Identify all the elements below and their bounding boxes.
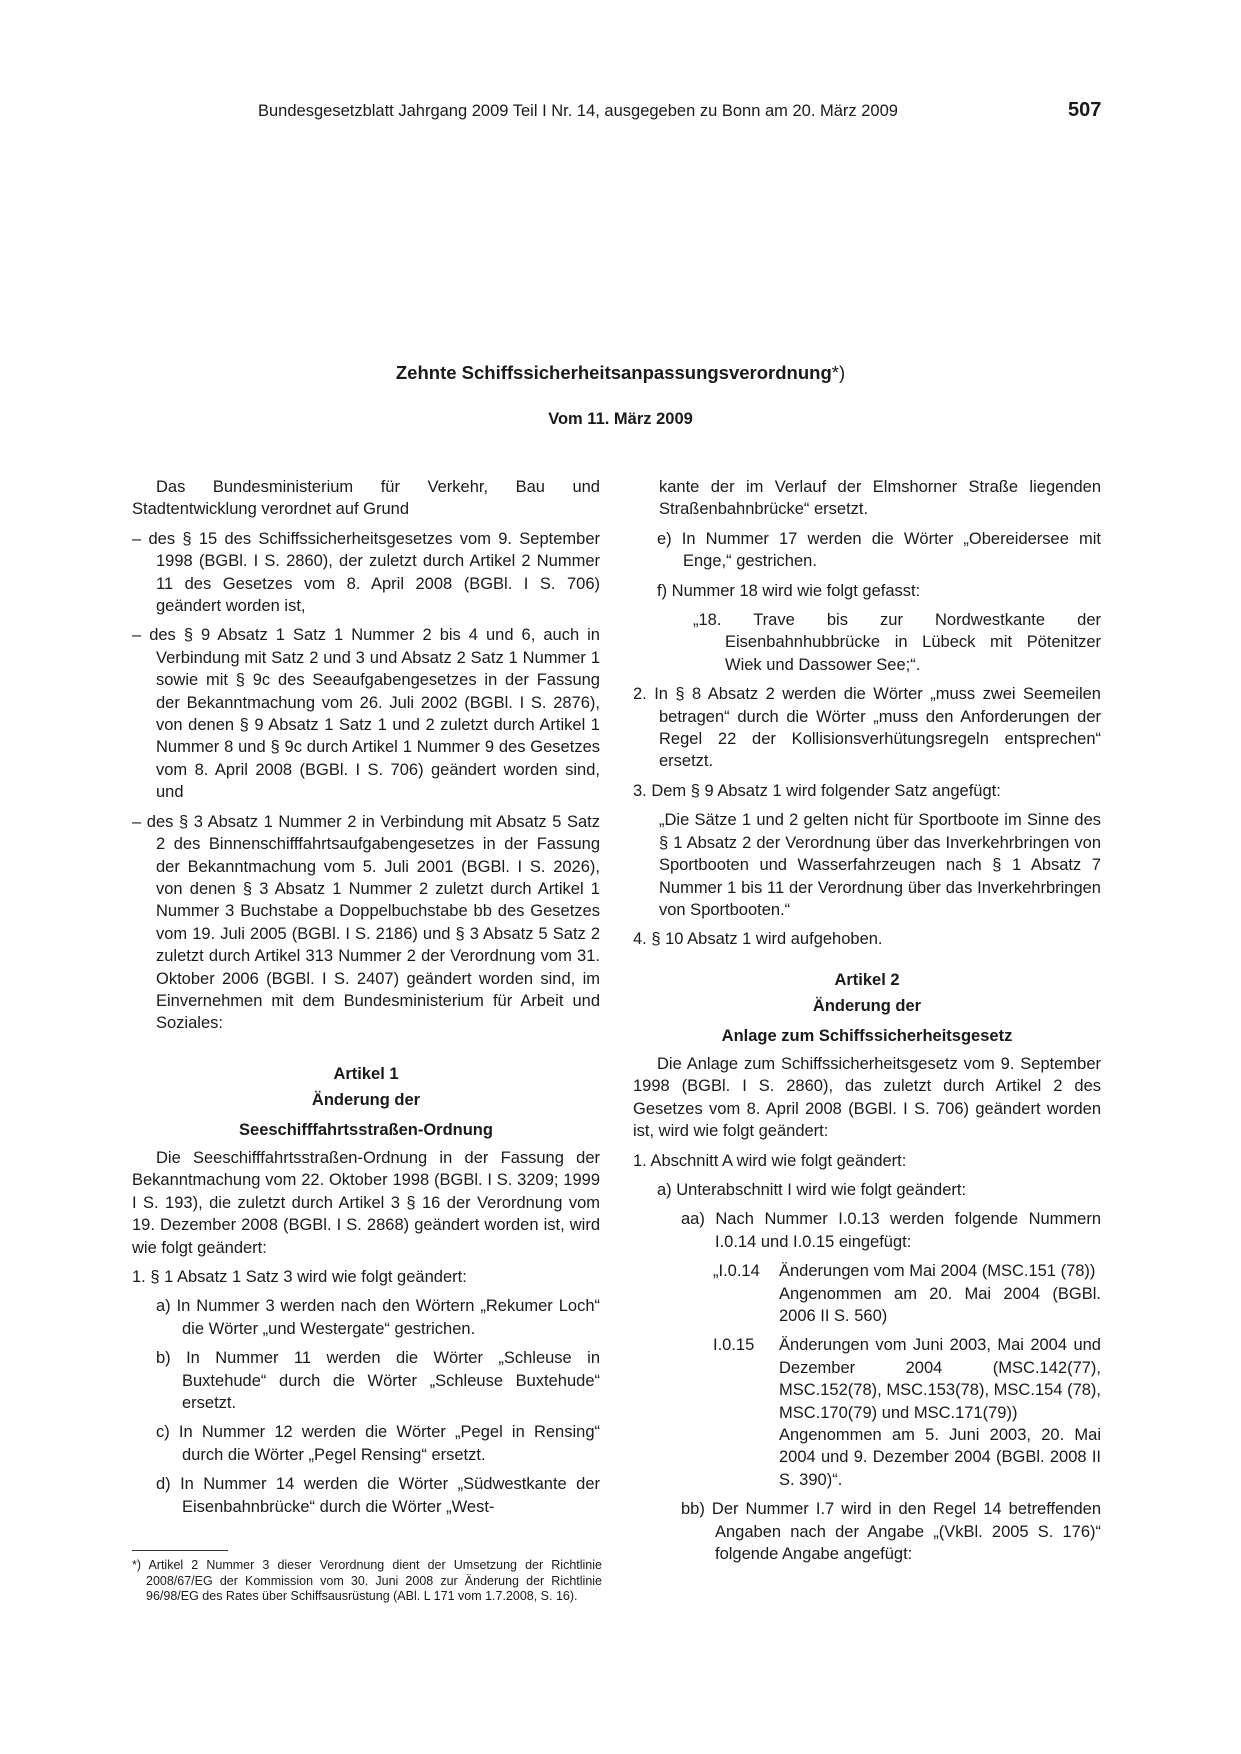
list-item: 1. § 1 Absatz 1 Satz 3 wird wie folgt geändert: <box>132 1268 467 1286</box>
list-item: 1. Abschnitt A wird wie folgt geändert: <box>633 1151 907 1170</box>
article-1-subtitle: Seeschifffahrtsstraßen-Ordnung <box>239 1120 493 1139</box>
article-2-subtitle: Anlage zum Schiffssicherheitsgesetz <box>721 1026 1013 1045</box>
document-date: Vom 11. März 2009 <box>548 410 693 428</box>
quoted-text: „Die Sätze 1 und 2 gelten nicht für Sportboote im Sinne des § 1 Absatz 2 der Verordnung über das Inverkehrbringen von Sportbooten und Wasserfahrzeugen nach § 1 Absatz 7 Nummer 1 bis 11 der Verordnung über das Inverkehrbringen von Sportbooten.“ <box>659 811 1101 919</box>
entry-note: Angenommen am 5. Juni 2003, 20. Mai 2004 und 9. Dezember 2004 (BGBl. 2008 II S. 390)“. <box>779 1426 1101 1489</box>
quoted-text: „18. Trave bis zur Nordwestkante der Eisenbahnhubbrücke in Lübeck mit Pötenitzer Wiek und Dassower See;“. <box>693 611 1101 674</box>
list-item: b) In Nummer 11 werden die Wörter „Schleuse in Buxtehude“ durch die Wörter „Schleuse Buxtehude“ ersetzt. <box>156 1349 600 1413</box>
list-item: 4. § 10 Absatz 1 wird aufgehoben. <box>633 930 883 949</box>
intro-paragraph: Das Bundesministerium für Verkehr, Bau und Stadtentwicklung verordnet auf Grund <box>132 478 600 519</box>
entry-body <box>779 1260 1101 1327</box>
footnote-divider <box>132 1550 228 1551</box>
list-item-continuation: kante der im Verlauf der Elmshorner Straße liegenden Straßenbahnbrücke“ ersetzt. <box>659 478 1101 519</box>
article-2-heading: Artikel 2 <box>834 970 900 989</box>
list-item: a) Unterabschnitt I wird wie folgt geändert: <box>657 1180 967 1199</box>
legal-basis-item: – des § 9 Absatz 1 Satz 1 Nummer 2 bis 4 und 6, auch in Verbindung mit Satz 2 und 3 und Absatz 2 Satz 1 Nummer 1 sowie mit § 9c des Seeaufgabengesetzes in der Fassung der Bekanntmachung vom 26. Juli 2002 (BGBl. I S. 2876), von denen § 9 Absatz 1 Satz 1 und 2 zuletzt durch Artikel 1 Nummer 8 und § 9c durch Artikel 1 Nummer 9 des Gesetzes vom 8. April 2008 (BGBl. I S. 706) geändert worden sind, und <box>132 626 600 802</box>
entry-code: I.0.15 <box>713 1336 755 1355</box>
entry-row <box>713 1260 1101 1327</box>
list-item: e) In Nummer 17 werden die Wörter „Obereidersee mit Enge,“ gestrichen. <box>657 529 1101 571</box>
list-item: 3. Dem § 9 Absatz 1 wird folgender Satz angefügt: <box>633 781 1001 800</box>
inserted-entries <box>633 1260 1101 1491</box>
article-1-heading: Artikel 1 <box>333 1064 399 1083</box>
list-item: c) In Nummer 12 werden die Wörter „Pegel in Rensing“ durch die Wörter „Pegel Rensing“ ersetzt. <box>156 1423 600 1464</box>
footnote: *) Artikel 2 Nummer 3 dieser Verordnung dient der Umsetzung der Richtlinie 2008/67/EG der Kommission vom 30. Juni 2008 zur Änderung der Richtlinie 96/98/EG des Rates über Schiffsausrüstung (ABl. L 171 vom 1.7.2008, S. 16). <box>132 1558 602 1603</box>
entry-code: „I.0.14 <box>713 1262 760 1281</box>
entry-text: Änderungen vom Mai 2004 (MSC.151 (78)) <box>779 1262 1096 1281</box>
running-head: Bundesgesetzblatt Jahrgang 2009 Teil I Nr. 14, ausgegeben zu Bonn am 20. März 2009 <box>258 102 898 120</box>
entry-body <box>779 1334 1101 1491</box>
document-title <box>0 362 1241 384</box>
list-item: bb) Der Nummer I.7 wird in den Regel 14 betreffenden Angaben nach der Angabe „(VkBl. 2005 S. 176)“ folgende Angabe angefügt: <box>681 1500 1101 1564</box>
right-column <box>633 476 1101 1572</box>
article-2-subtitle: Änderung der <box>812 997 922 1016</box>
page-number: 507 <box>1068 99 1102 121</box>
list-item: aa) Nach Nummer I.0.13 werden folgende Nummern I.0.14 und I.0.15 eingefügt: <box>681 1210 1101 1251</box>
legal-basis-item: – des § 15 des Schiffssicherheitsgesetzes vom 9. September 1998 (BGBl. I S. 2860), der zuletzt durch Artikel 2 Nummer 11 des Gesetzes vom 8. April 2008 (BGBl. I S. 706) geändert worden ist, <box>132 529 600 616</box>
footnote-marker: *) <box>831 362 846 383</box>
article-2-intro: Die Anlage zum Schiffssicherheitsgesetz vom 9. September 1998 (BGBl. I S. 2860), das zuletzt durch Artikel 2 des Gesetzes vom 8. April 2008 (BGBl. I S. 706) geändert worden ist, wird wie folgt geändert: <box>633 1054 1101 1141</box>
entry-text: Änderungen vom Juni 2003, Mai 2004 und Dezember 2004 (MSC.142(77), MSC.152(78), MSC.153(78), MSC.154 (78), MSC.170(79) und MSC.171(79)) <box>779 1336 1101 1422</box>
legal-basis-item: – des § 3 Absatz 1 Nummer 2 in Verbindung mit Absatz 5 Satz 2 des Binnenschifffahrtsaufgabengesetzes in der Fassung der Bekanntmachung vom 5. Juli 2001 (BGBl. I S. 2026), von denen § 3 Absatz 1 Nummer 2 zuletzt durch Artikel 1 Nummer 3 Buchstabe a Doppelbuchstabe bb des Gesetzes vom 19. Juli 2005 (BGBl. I S. 2186) und § 3 Absatz 5 Satz 2 zuletzt durch Artikel 313 Nummer 2 der Verordnung vom 31. Oktober 2006 (BGBl. I S. 2407) geändert worden sind, im Einvernehmen mit dem Bundesministerium für Arbeit und Soziales: <box>132 812 600 1033</box>
article-1-intro: Die Seeschifffahrtsstraßen-Ordnung in der Fassung der Bekanntmachung vom 22. Oktober 1998 (BGBl. I S. 3209; 1999 I S. 193), die zuletzt durch Artikel 3 § 16 der Verordnung vom 19. Dezember 2008 (BGBl. I S. 2868) geändert worden ist, wird wie folgt geändert: <box>132 1148 600 1257</box>
entry-row <box>713 1334 1101 1491</box>
list-item: 2. In § 8 Absatz 2 werden die Wörter „muss zwei Seemeilen betragen“ durch die Wörter „muss den Anforderungen der Regel 22 der Kollisionsverhütungsregeln entsprechen“ ersetzt. <box>633 685 1101 771</box>
left-column <box>132 476 600 1525</box>
list-item: a) In Nummer 3 werden nach den Wörtern „Rekumer Loch“ die Wörter „und Westergate“ gestrichen. <box>156 1297 600 1338</box>
list-item: f) Nummer 18 wird wie folgt gefasst: <box>657 581 921 600</box>
list-item: d) In Nummer 14 werden die Wörter „Südwestkante der Eisenbahnbrücke“ durch die Wörter „West- <box>156 1475 600 1516</box>
entry-note: Angenommen am 20. Mai 2004 (BGBl. 2006 II S. 560) <box>779 1284 1101 1325</box>
article-1-subtitle: Änderung der <box>311 1091 421 1110</box>
title-text: Zehnte Schiffssicherheitsanpassungsverordnung <box>395 362 832 383</box>
